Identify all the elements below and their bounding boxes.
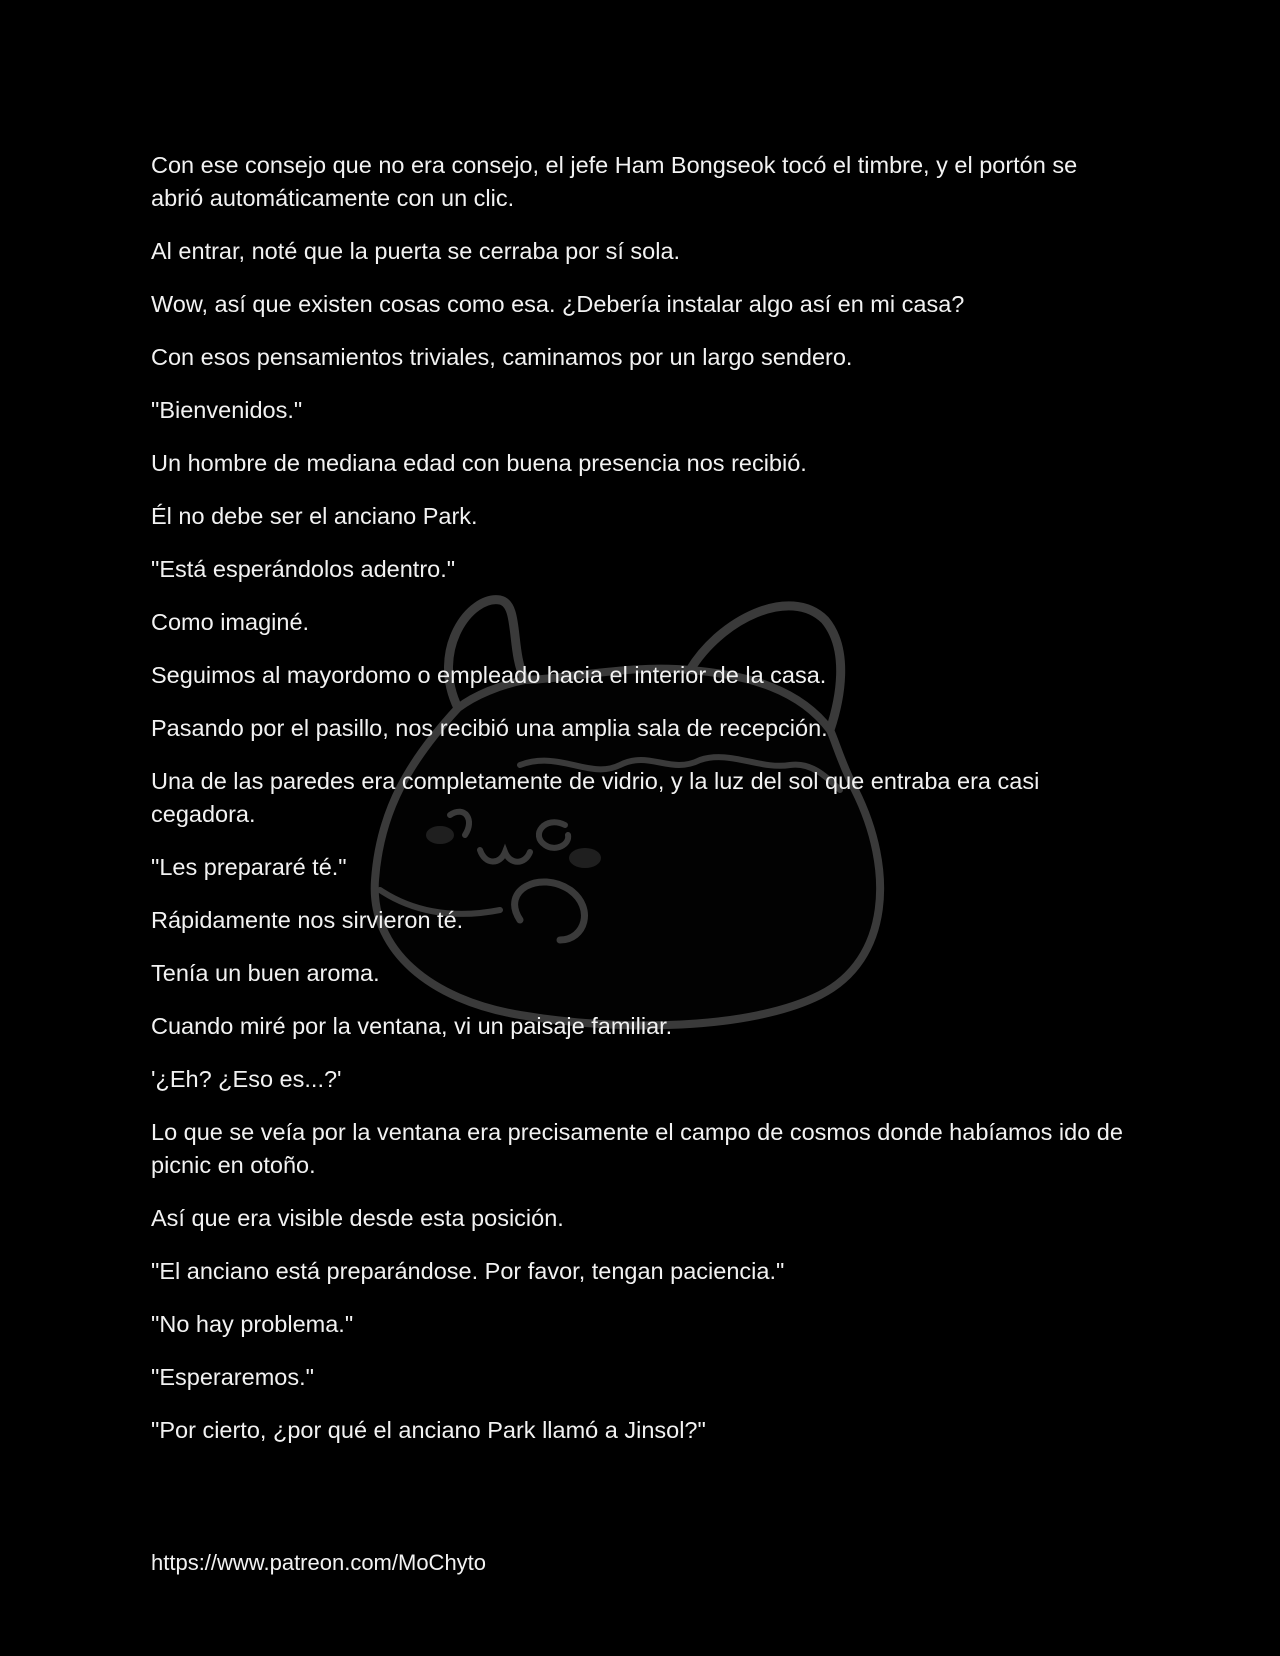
paragraph: Así que era visible desde esta posición.	[151, 1205, 564, 1231]
paragraph: Lo que se veía por la ventana era precisamente el campo de cosmos donde habíamos ido de picnic en otoño.	[151, 1119, 1123, 1178]
paragraph: Con esos pensamientos triviales, caminamos por un largo sendero.	[151, 344, 853, 370]
paragraph: Cuando miré por la ventana, vi un paisaje familiar.	[151, 1013, 673, 1039]
paragraph: "El anciano está preparándose. Por favor, tengan paciencia."	[151, 1258, 785, 1284]
paragraph: Tenía un buen aroma.	[151, 960, 380, 986]
paragraph: Al entrar, noté que la puerta se cerraba por sí sola.	[151, 238, 681, 264]
paragraph: Un hombre de mediana edad con buena presencia nos recibió.	[151, 450, 807, 476]
paragraph: Rápidamente nos sirvieron té.	[151, 907, 464, 933]
patreon-link[interactable]: https://www.patreon.com/MoChyto	[151, 1550, 487, 1575]
paragraph: Él no debe ser el anciano Park.	[151, 503, 478, 529]
paragraph: Pasando por el pasillo, nos recibió una amplia sala de recepción.	[151, 715, 828, 741]
paragraph: Seguimos al mayordomo o empleado hacia el interior de la casa.	[151, 662, 827, 688]
paragraph: Con ese consejo que no era consejo, el jefe Ham Bongseok tocó el timbre, y el portón se abrió automáticamente con un clic.	[151, 152, 1078, 211]
paragraph: Como imaginé.	[151, 609, 310, 635]
paragraph: "Esperaremos."	[151, 1364, 314, 1390]
paragraph: Wow, así que existen cosas como esa. ¿Debería instalar algo así en mi casa?	[151, 291, 965, 317]
story-text	[151, 149, 1131, 1467]
paragraph: "Bienvenidos."	[151, 397, 303, 423]
paragraph: "No hay problema."	[151, 1311, 354, 1337]
paragraph: "Está esperándolos adentro."	[151, 556, 456, 582]
paragraph: Una de las paredes era completamente de vidrio, y la luz del sol que entraba era casi cegadora.	[151, 768, 1040, 827]
paragraph: "Por cierto, ¿por qué el anciano Park llamó a Jinsol?"	[151, 1417, 706, 1443]
paragraph: '¿Eh? ¿Eso es...?'	[151, 1066, 342, 1092]
paragraph: "Les prepararé té."	[151, 854, 347, 880]
